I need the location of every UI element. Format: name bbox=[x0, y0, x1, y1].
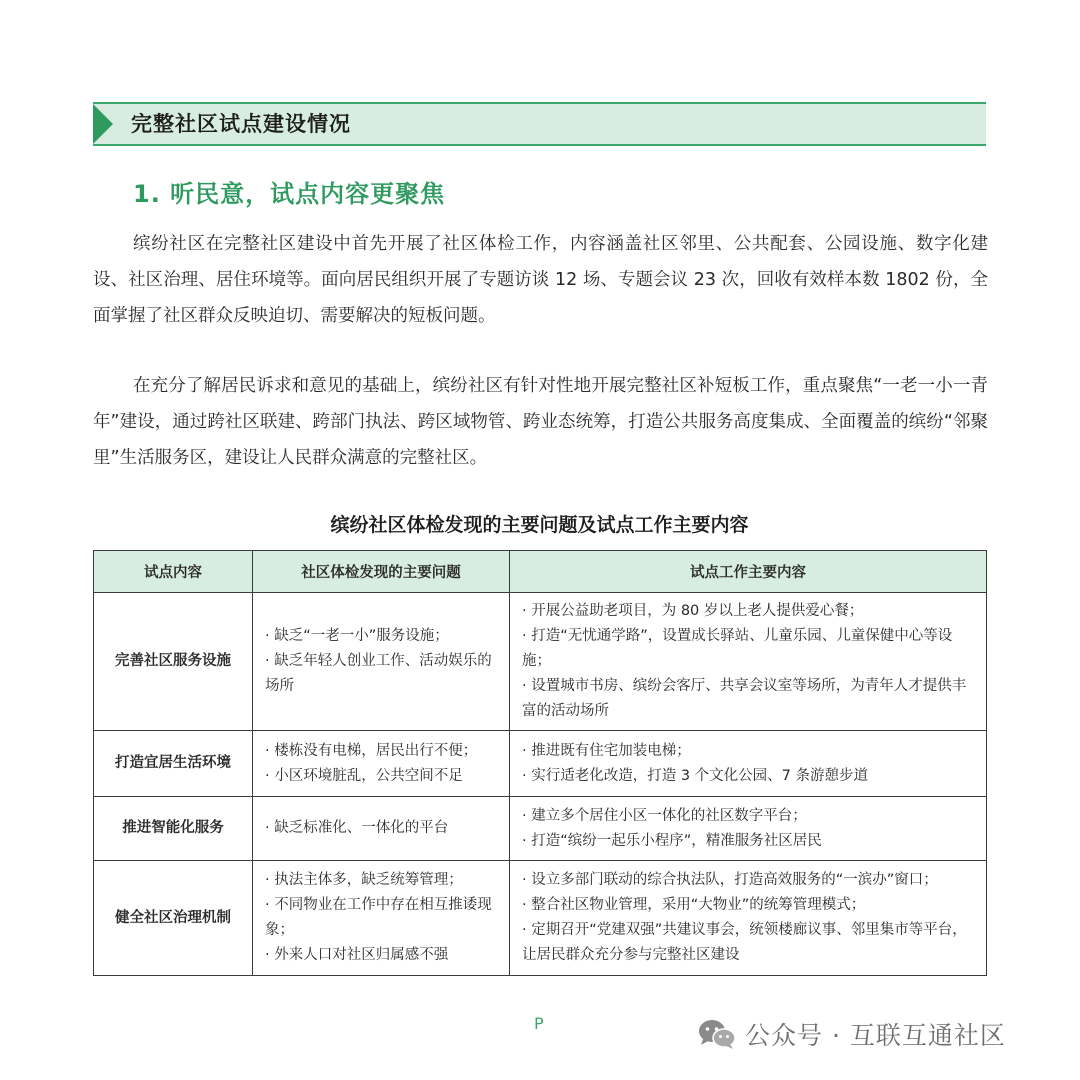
section-banner bbox=[93, 102, 986, 146]
row-problems bbox=[253, 861, 510, 976]
paragraph-1: 缤纷社区在完整社区建设中首先开展了社区体检工作，内容涵盖社区邻里、公共配套、公园设施、数字化建设、社区治理、居住环境等。面向居民组织开展了专题访谈 12 场、专题会议 23 次，回收有效样本数 1802 份，全面掌握了社区群众反映迫切、需要解决的短板问题。 bbox=[93, 234, 988, 326]
table-row bbox=[94, 797, 987, 861]
row-item: 打造宜居生活环境 bbox=[94, 731, 253, 797]
row-actions bbox=[510, 731, 987, 797]
row-item: 健全社区治理机制 bbox=[94, 861, 253, 976]
table-row bbox=[94, 593, 987, 731]
row-problems bbox=[253, 593, 510, 731]
watermark-text: 公众号 · 互联互通社区 bbox=[745, 1021, 1006, 1050]
header-main-problems: 社区体检发现的主要问题 bbox=[253, 551, 510, 593]
action-item: · 定期召开“党建双强”共建议事会，统领楼廊议事、邻里集市等平台，让居民群众充分参与完整社区建设 bbox=[522, 922, 967, 963]
table-caption: 缤纷社区体检发现的主要问题及试点工作主要内容 bbox=[330, 514, 749, 536]
row-actions bbox=[510, 861, 987, 976]
wechat-icon bbox=[697, 1018, 737, 1050]
action-item: · 设立多部门联动的综合执法队，打造高效服务的“一滨办”窗口； bbox=[522, 872, 938, 888]
watermark bbox=[697, 1014, 1006, 1054]
row-actions bbox=[510, 593, 987, 731]
row-item: 推进智能化服务 bbox=[94, 797, 253, 861]
header-pilot-content: 试点内容 bbox=[94, 551, 253, 593]
action-item: · 打造“无忧通学路”，设置成长驿站、儿童乐园、儿童保健中心等设施； bbox=[522, 628, 953, 669]
row-actions bbox=[510, 797, 987, 861]
action-item: · 建立多个居住小区一体化的社区数字平台； bbox=[522, 807, 807, 824]
table-header-row bbox=[94, 551, 987, 593]
problem-item: · 缺乏“一老一小”服务设施； bbox=[265, 628, 449, 644]
problem-item: · 楼栋没有电梯，居民出行不便； bbox=[265, 742, 478, 759]
action-item: · 整合社区物业管理，采用“大物业”的统筹管理模式； bbox=[522, 897, 866, 913]
header-main-work: 试点工作主要内容 bbox=[510, 551, 987, 593]
action-item: · 推进既有住宅加装电梯； bbox=[522, 742, 691, 759]
row-problems bbox=[253, 731, 510, 797]
row-item: 完善社区服务设施 bbox=[94, 593, 253, 731]
action-item: · 实行适老化改造，打造 3 个文化公园、7 条游憩步道 bbox=[522, 767, 868, 784]
banner-title: 完整社区试点建设情况 bbox=[131, 112, 351, 136]
action-item: · 打造“缤纷一起乐小程序”，精准服务社区居民 bbox=[522, 832, 822, 849]
pilot-table bbox=[93, 550, 987, 976]
row-problems bbox=[253, 797, 510, 861]
section-heading: 1. 听民意，试点内容更聚焦 bbox=[133, 180, 446, 208]
action-item: · 开展公益助老项目，为 80 岁以上老人提供爱心餐； bbox=[522, 603, 864, 619]
page-mark: P bbox=[534, 1014, 544, 1033]
paragraph-2: 在充分了解居民诉求和意见的基础上，缤纷社区有针对性地开展完整社区补短板工作，重点聚焦“一老一小一青年”建设，通过跨社区联建、跨部门执法、跨区域物管、跨业态统筹，打造公共服务高度集成、全面覆盖的缤纷“邻聚里”生活服务区，建设让人民群众满意的完整社区。 bbox=[93, 376, 988, 468]
table-row bbox=[94, 861, 987, 976]
problem-item: · 缺乏标准化、一体化的平台 bbox=[265, 820, 449, 836]
action-item: · 设置城市书房、缤纷会客厅、共享会议室等场所，为青年人才提供丰富的活动场所 bbox=[522, 678, 967, 719]
problem-item: · 不同物业在工作中存在相互推诿现象； bbox=[265, 897, 492, 938]
problem-item: · 执法主体多，缺乏统筹管理； bbox=[265, 872, 463, 888]
banner-arrow-icon bbox=[93, 104, 113, 144]
problem-item: · 缺乏年轻人创业工作、活动娱乐的场所 bbox=[265, 653, 492, 694]
table-row bbox=[94, 731, 987, 797]
problem-item: · 小区环境脏乱，公共空间不足 bbox=[265, 767, 463, 784]
problem-item: · 外来人口对社区归属感不强 bbox=[265, 947, 449, 963]
